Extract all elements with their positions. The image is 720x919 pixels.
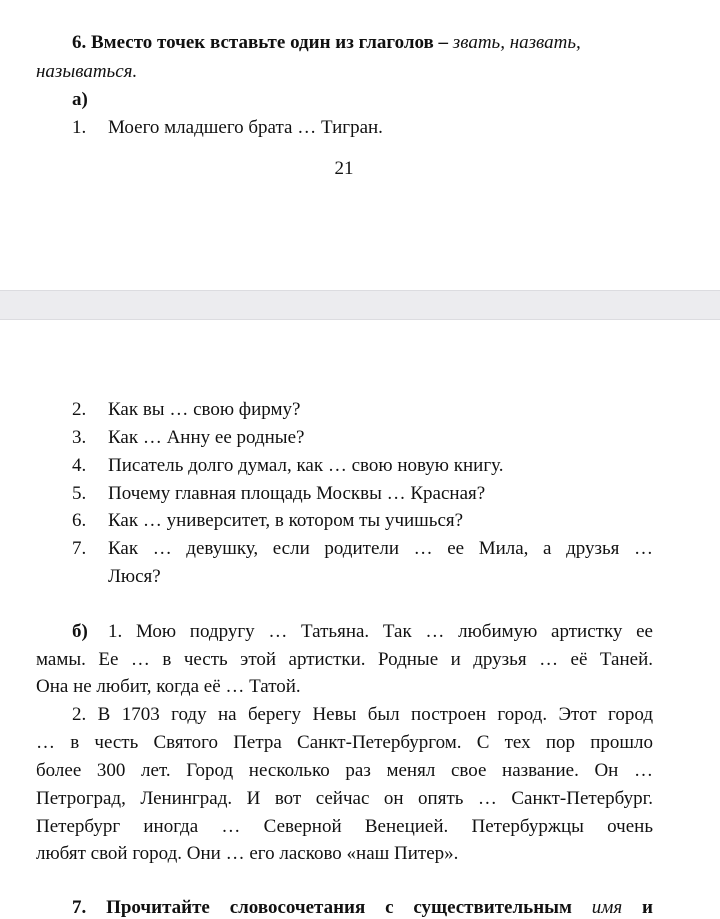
paragraph-line: 2. В 1703 году на берегу Невы был построен город. Этот город [72, 704, 653, 725]
list-item-number: 3. [72, 427, 87, 448]
list-item-text-cont: Люся? [108, 566, 161, 587]
list-item-text: Как … университет, в котором ты учишься? [108, 510, 464, 531]
paragraph-line: Петроград, Ленинград. И вот сейчас он опять … Санкт-Петербург. [36, 788, 653, 809]
exercise-7-heading-word: имя [591, 897, 623, 918]
subsection-a-label: а) [72, 89, 88, 110]
list-item-text: Как вы … свою фирму? [108, 399, 301, 420]
list-item-number: 6. [72, 510, 87, 531]
list-item-number: 7. [72, 538, 87, 559]
list-item-text: Как … девушку, если родители … ее Мила, а друзья … [108, 538, 653, 559]
exercise-6-heading [72, 32, 653, 54]
exercise-6-heading-bold: 6. Вместо точек вставьте один из глаголов – [72, 32, 449, 53]
paragraph-line: мамы. Ее … в честь этой артистки. Родные и друзья … её Таней. [36, 649, 653, 670]
page-number [0, 158, 720, 180]
paragraph-line: 1. Мою подругу … Татьяна. Так … любимую артистку ее [108, 621, 653, 642]
subsection-b-label: б) [72, 621, 88, 642]
list-item-number: 1. [72, 117, 87, 138]
page-number-text: 21 [334, 158, 354, 179]
list-item-text: Почему главная площадь Москвы … Красная? [108, 483, 486, 504]
list-item-text: Писатель долго думал, как … свою новую книгу. [108, 455, 504, 476]
list-item-number: 4. [72, 455, 87, 476]
list-item-number: 5. [72, 483, 87, 504]
list-item-number: 2. [72, 399, 87, 420]
exercise-7-heading-bold: 7. Прочитайте словосочетания с существительным [72, 897, 572, 918]
paragraph-line: Она не любит, когда её … Татой. [36, 676, 301, 697]
exercise-7-heading [72, 897, 653, 919]
list-item-text: Моего младшего брата … Тигран. [108, 117, 383, 138]
exercise-7-heading-tail: и [642, 897, 653, 918]
page-separator [0, 290, 720, 320]
exercise-6-heading-verbs: звать, назвать, [452, 32, 581, 53]
paragraph-line: … в честь Святого Петра Санкт-Петербургом. С тех пор прошло [36, 732, 653, 753]
paragraph-line: Петербург иногда … Северной Венецией. Петербуржцы очень [36, 816, 653, 837]
paragraph-line: более 300 лет. Город несколько раз менял свое название. Он … [36, 760, 653, 781]
list-item-text: Как … Анну ее родные? [108, 427, 305, 448]
exercise-6-heading-verbs-cont: называться. [36, 61, 138, 82]
paragraph-line: любят свой город. Они … его ласково «наш Питер». [36, 843, 459, 864]
